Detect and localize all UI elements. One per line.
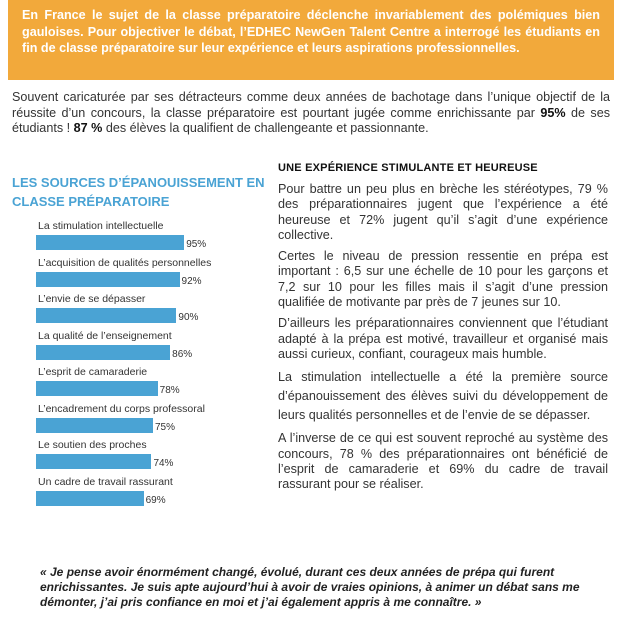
intro-highlight-87: 87 % — [73, 121, 103, 135]
intro-text-2: de ses étudiants ! — [12, 105, 611, 135]
chart-row — [36, 403, 256, 439]
chart-row — [36, 439, 256, 475]
chart-category-label: L’acquisition de qualités personnelles — [38, 256, 212, 269]
chart-value-label: 74% — [153, 458, 174, 469]
chart-bar — [36, 345, 170, 360]
chart-bar — [36, 418, 153, 433]
paragraph-stimulation: La stimulation intellectuelle a été la première source d’épanouissement des élèves suivi du développement de leurs qualités personnelles et de l’envie de se dépasser. — [278, 370, 608, 423]
chart-category-label: L’esprit de camaraderie — [38, 366, 148, 378]
chart-title: LES SOURCES D’ÉPANOUISSEMENT EN CLASSE PRÉPARATOIRE — [12, 175, 265, 209]
chart-bar — [36, 454, 151, 469]
paragraph-stereotypes: Pour battre un peu plus en brèche les stéréotypes, 79 % des préparationnaires jugent que l’expérience a été heureuse et 72% jugent qu’il s’agit d’une expérience collective. — [278, 182, 608, 242]
chart-bar — [36, 272, 180, 287]
chart-bar — [36, 235, 184, 250]
chart-value-label: 90% — [178, 312, 199, 323]
right-heading: UNE EXPÉRIENCE STIMULANTE ET HEUREUSE — [278, 162, 538, 174]
chart-value-label: 78% — [159, 385, 180, 396]
chart-value-label: 75% — [155, 421, 176, 433]
chart-category-label: Un cadre de travail rassurant — [38, 475, 173, 488]
chart-bar — [36, 308, 176, 323]
chart-row — [36, 476, 256, 512]
intro-banner — [8, 0, 614, 80]
chart-bar — [36, 491, 144, 506]
chart-row — [36, 257, 256, 293]
chart-value-label: 86% — [172, 348, 193, 360]
chart-value-label: 92% — [181, 275, 202, 287]
chart-value-label: 95% — [186, 239, 207, 250]
student-quote: « Je pense avoir énormément changé, évolué, durant ces deux années de prépa qui furent enrichissantes. Je suis apte aujourd’hui à avoir de vraies opinions, à animer un débat sans me démonter, j’ai pris confiance en moi et j’ai également appris à me connaître. » — [40, 565, 580, 609]
right-column — [278, 162, 608, 498]
chart-category-label: L’encadrement du corps professoral — [38, 402, 205, 415]
chart-row — [36, 366, 256, 402]
chart-bar — [36, 381, 158, 396]
sources-bar-chart — [36, 220, 256, 520]
chart-row — [36, 330, 256, 366]
chart-category-label: La qualité de l’enseignement — [38, 329, 172, 342]
intro-text-3: des élèves la qualifient de challengeante et passionnante. — [102, 121, 429, 135]
intro-text-1: Souvent caricaturée par ses détracteurs comme deux années de bachotage dans l’unique objectif de la réussite d’un concours, la classe préparatoire est pourtant jugée comme enrichissante par — [12, 90, 610, 120]
paragraph-concours: A l’inverse de ce qui est souvent reproché au système des concours, 78 % des préparationnaires ont bénéficié de l’esprit de camaraderie et 69% du cadre de travail rassurant pour se réaliser. — [278, 431, 608, 492]
paragraph-qualites: D’ailleurs les préparationnaires conviennent que l’étudiant adapté à la prépa est motivé, travailleur et organisé mais aussi curieux, confiant, courageux mais humble. — [278, 316, 608, 361]
chart-row — [36, 220, 256, 256]
intro-paragraph — [12, 90, 610, 137]
chart-category-label: Le soutien des proches — [38, 439, 147, 451]
chart-value-label: 69% — [145, 494, 166, 506]
intro-highlight-95: 95% — [540, 105, 566, 120]
paragraph-pression: Certes le niveau de pression ressentie en prépa est important : 6,5 sur une échelle de 10 pour les garçons et 7,2 sur 10 pour les filles mais il s’agit d’une pression qualifiée de motivante par près de 7 jeunes sur 10. — [278, 249, 608, 310]
chart-category-label: La stimulation intellectuelle — [38, 220, 164, 232]
chart-row — [36, 293, 256, 329]
banner-text: En France le sujet de la classe préparatoire déclenche invariablement des polémiques bien gauloises. Pour objectiver le débat, l’EDHEC NewGen Talent Centre a interrogé les étudiants en fin de classe préparatoire sur leur expérience et leurs aspirations professionnelles. — [22, 8, 600, 55]
chart-category-label: L’envie de se dépasser — [38, 293, 146, 305]
